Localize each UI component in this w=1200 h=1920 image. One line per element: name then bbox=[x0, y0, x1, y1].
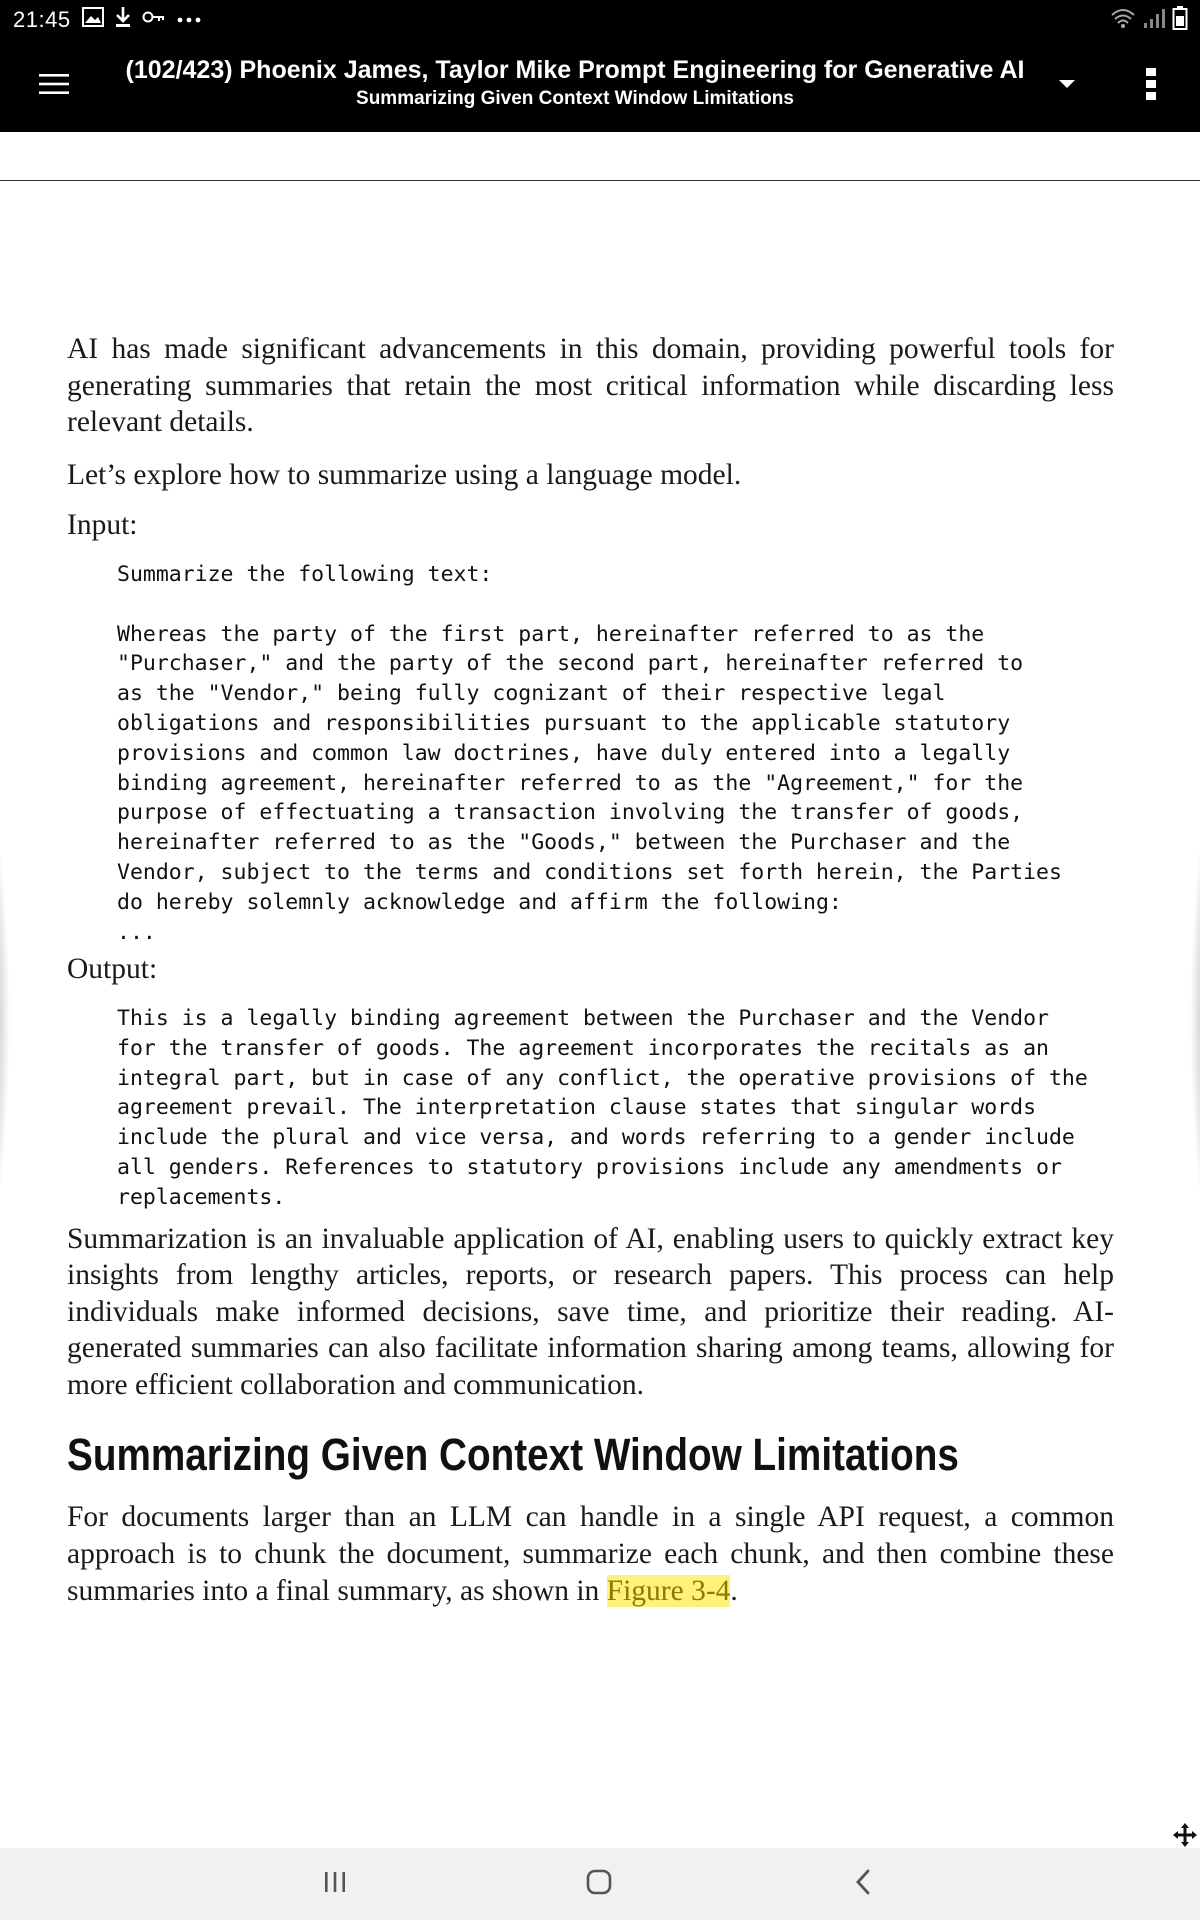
paragraph-chunking-text: For documents larger than an LLM can handle in a single API request, a common approach is to chunk the document, summarize each chunk, and then combine these summaries into a final summary, as shown in bbox=[67, 1501, 1114, 1607]
overflow-menu-icon bbox=[1145, 67, 1157, 106]
status-icons-right bbox=[1110, 6, 1188, 35]
home-button[interactable] bbox=[569, 1862, 629, 1906]
recents-button[interactable] bbox=[305, 1862, 365, 1906]
home-icon bbox=[585, 1868, 613, 1901]
document-content bbox=[67, 331, 1114, 1609]
signal-icon bbox=[1142, 7, 1166, 34]
back-icon bbox=[853, 1868, 873, 1901]
paragraph-intro: AI has made significant advancements in this domain, providing powerful tools for generating summaries that retain the most critical information while discarding less relevant details. bbox=[67, 333, 1114, 439]
recents-icon bbox=[323, 1870, 347, 1899]
chapter-subtitle: Summarizing Given Context Window Limitations bbox=[356, 88, 794, 109]
page-edge-shadow-left bbox=[0, 760, 10, 1280]
page-edge-shadow-right bbox=[1190, 760, 1200, 1280]
more-dots-icon bbox=[176, 11, 202, 29]
status-icons-left bbox=[82, 6, 202, 33]
move-handle[interactable] bbox=[1172, 1822, 1198, 1848]
input-label: Input: bbox=[67, 509, 138, 542]
figure-link[interactable]: Figure 3-4 bbox=[606, 1574, 731, 1607]
caret-down-icon bbox=[1059, 76, 1075, 94]
input-code-block: Summarize the following text: Whereas the party of the first part, hereinafter referred to as the "Purchaser," and the party of the second part, hereinafter referred to as the "Vendor," being fully cognizant of their respective legal obligations and responsibilities pursuant to the applicable statutory provisions and common law doctrines, have duly entered into a legally binding agreement, hereinafter referred to as the "Agreement," for the purpose of effectuating a transaction involving the transfer of goods, hereinafter referred to as the "Goods," between the Purchaser and the Vendor, subject to the terms and conditions set forth herein, the Parties do hereby solemnly acknowledge and affirm the following: ... bbox=[117, 561, 1062, 945]
paragraph-explore: Let’s explore how to summarize using a language model. bbox=[67, 458, 742, 491]
back-button[interactable] bbox=[833, 1862, 893, 1906]
system-nav-bar bbox=[0, 1848, 1200, 1920]
section-heading: Summarizing Given Context Window Limitations bbox=[67, 1429, 959, 1481]
key-icon bbox=[142, 9, 166, 30]
title-block bbox=[110, 56, 1040, 110]
paragraph-chunking-end: . bbox=[730, 1574, 738, 1607]
app-bar bbox=[0, 38, 1200, 132]
chapter-dropdown-button[interactable] bbox=[1050, 70, 1084, 100]
wifi-icon bbox=[1110, 7, 1136, 34]
book-title: (102/423) Phoenix James, Taylor Mike Prompt Engineering for Generative AI bbox=[125, 56, 1025, 84]
status-time: 21:45 bbox=[13, 7, 71, 32]
hamburger-icon bbox=[39, 73, 69, 100]
page-top-rule bbox=[0, 180, 1200, 181]
gallery-icon bbox=[82, 7, 104, 32]
output-label: Output: bbox=[67, 953, 158, 986]
output-code-block: This is a legally binding agreement between the Purchaser and the Vendor for the transfer of goods. The agreement incorporates the recitals as an integral part, but in case of any conflict, the operative provisions of the agreement prevail. The interpretation clause states that singular words include the plural and vice versa, and words referring to a gender include all genders. References to statutory provisions include any amendments or replacements. bbox=[117, 1005, 1088, 1210]
status-bar bbox=[0, 0, 1200, 38]
menu-button[interactable] bbox=[30, 66, 78, 106]
paragraph-summarization: Summarization is an invaluable application of AI, enabling users to quickly extract key insights from lengthy articles, reports, or research papers. This process can help individuals make informed decisions, save time, and prioritize their reading. AI-generated summaries can also facilitate information sharing among teams, allowing for more efficient collaboration and communication. bbox=[67, 1222, 1114, 1401]
battery-icon bbox=[1172, 6, 1188, 35]
download-icon bbox=[114, 6, 132, 33]
overflow-menu-button[interactable] bbox=[1134, 64, 1168, 108]
paragraph-chunking bbox=[67, 1499, 1114, 1609]
